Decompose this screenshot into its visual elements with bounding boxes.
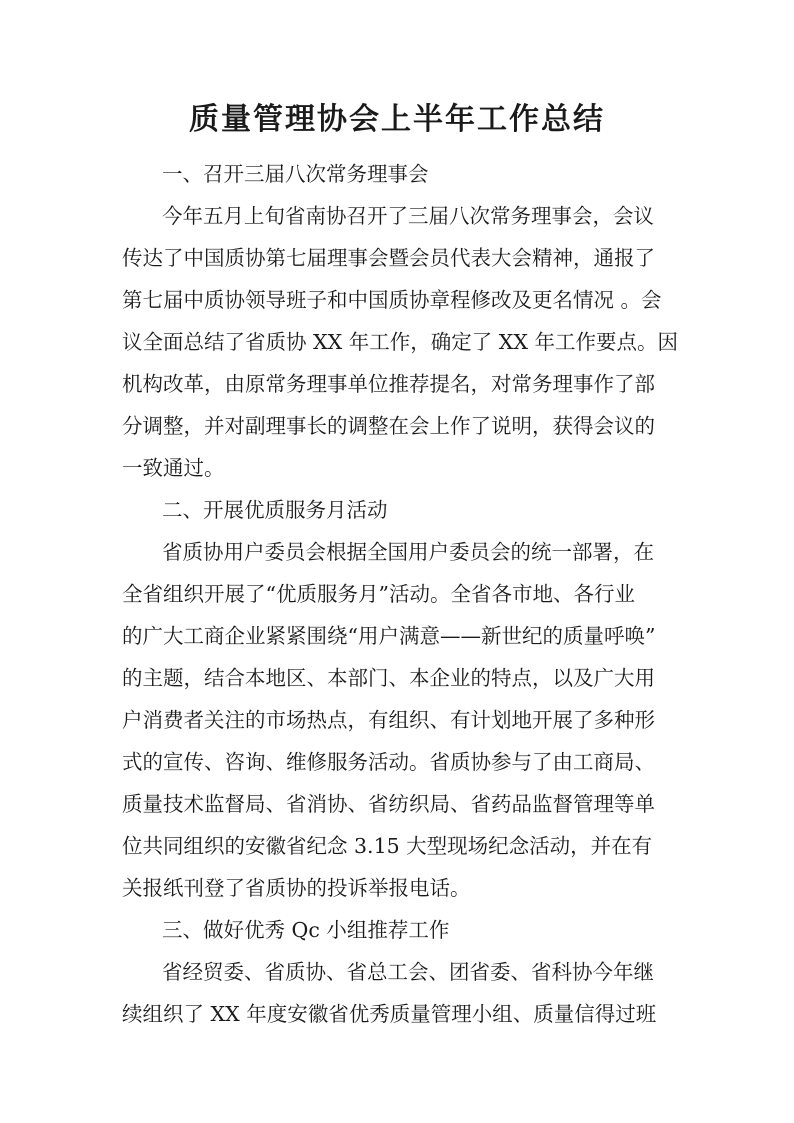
paragraph-line: 分调整，并对副理事长的调整在会上作了说明，获得会议的 — [122, 414, 655, 438]
paragraph-line: 式的宣传、咨询、维修服务活动。省质协参与了由工商局、 — [122, 750, 655, 774]
paragraph-line: 续组织了 XX 年度安徽省优秀质量管理小组、质量信得过班 — [122, 1002, 657, 1026]
paragraph-line: 关报纸刊登了省质协的投诉举报电话。 — [122, 876, 471, 900]
paragraph-line: 一致通过。 — [122, 456, 225, 480]
document-title: 质量管理协会上半年工作总结 — [189, 102, 605, 137]
paragraph-line: 的广大工商企业紧紧围绕“用户满意——新世纪的质量呼唤” — [122, 624, 656, 648]
paragraph-line: 位共同组织的安徽省纪念 3.15 大型现场纪念活动，并在有 — [122, 834, 653, 858]
paragraph-line: 省质协用户委员会根据全国用户委员会的统一部署，在 — [162, 540, 654, 564]
paragraph-line: 全省组织开展了“优质服务月”活动。全省各市地、各行业 — [122, 582, 635, 606]
paragraph-line: 质量技术监督局、省消协、省纺织局、省药品监督管理等单 — [122, 792, 655, 816]
document-body — [122, 153, 682, 1035]
section-heading: 二、开展优质服务月活动 — [162, 498, 388, 522]
paragraph-line: 第七届中质协领导班子和中国质协章程修改及更名情况 。会 — [122, 288, 662, 312]
paragraph-line: 议全面总结了省质协 XX 年工作，确定了 XX 年工作要点。因 — [122, 330, 678, 354]
section-heading: 一、召开三届八次常务理事会 — [162, 162, 429, 186]
paragraph-line: 今年五月上旬省南协召开了三届八次常务理事会，会议 — [162, 204, 654, 228]
paragraph-line: 传达了中国质协第七届理事会暨会员代表大会精神，通报了 — [122, 246, 655, 270]
paragraph-line: 户消费者关注的市场热点，有组织、有计划地开展了多种形 — [122, 708, 655, 732]
paragraph-line: 省经贸委、省质协、省总工会、团省委、省科协今年继 — [162, 960, 654, 984]
section-heading: 三、做好优秀 Qc 小组推荐工作 — [162, 918, 450, 942]
paragraph-line: 的主题，结合本地区、本部门、本企业的特点，以及广大用 — [122, 666, 655, 690]
paragraph-line: 机构改革，由原常务理事单位推荐提名，对常务理事作了部 — [122, 372, 655, 396]
